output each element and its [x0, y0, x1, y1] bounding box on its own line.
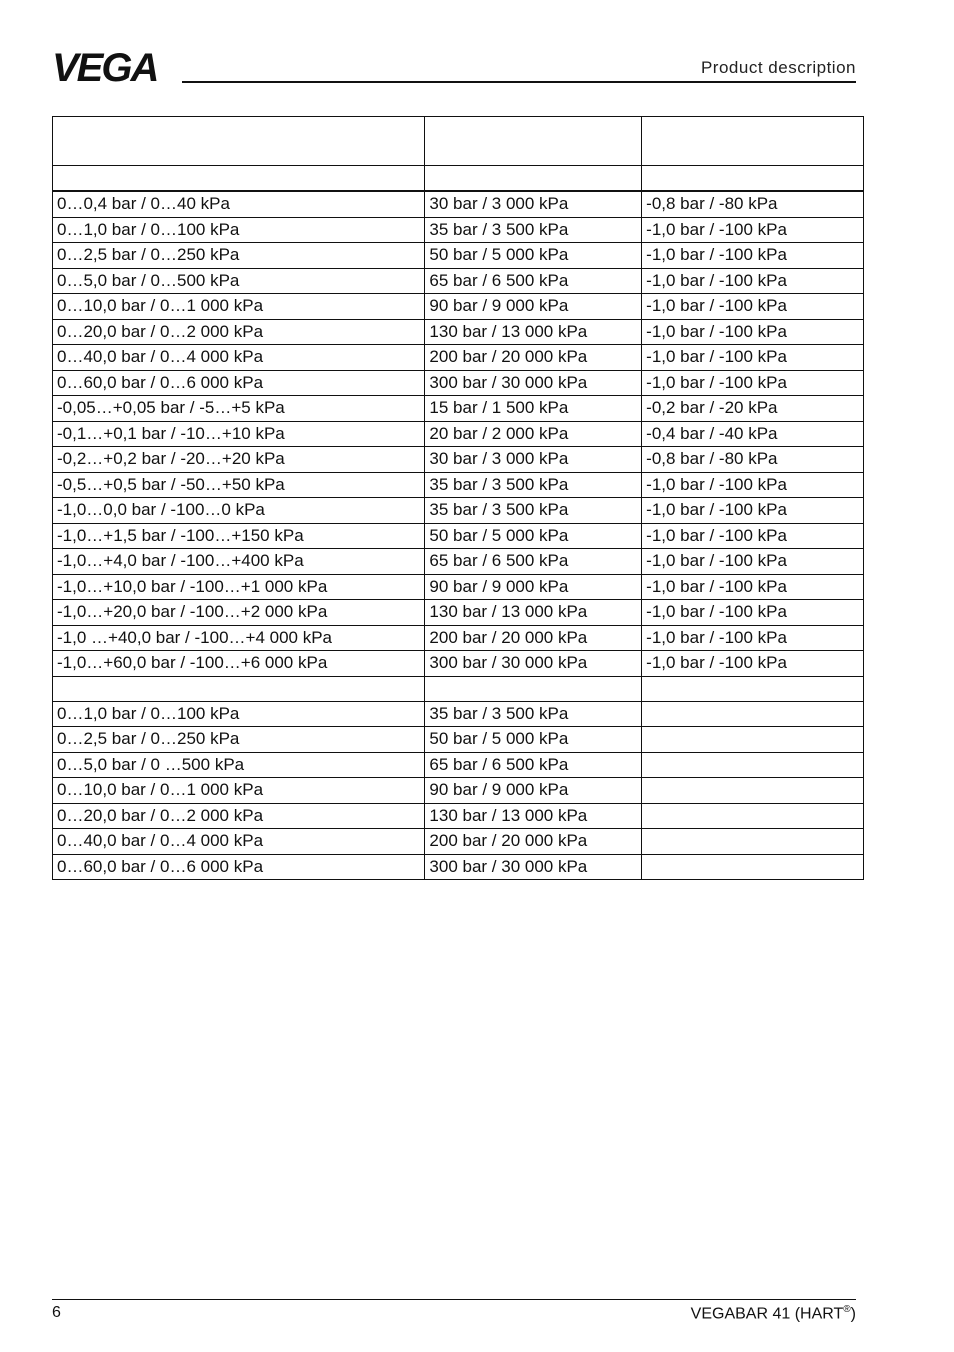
- table-row: [53, 727, 864, 753]
- table-row: [53, 574, 864, 600]
- vega-logo-text: VEGA: [52, 50, 158, 84]
- table-cell: 130 bar / 13 000 kPa: [425, 600, 642, 626]
- table-cell: 0…10,0 bar / 0…1 000 kPa: [53, 778, 425, 804]
- table-cell: -0,8 bar / -80 kPa: [642, 191, 864, 217]
- table-row: [53, 854, 864, 880]
- table-cell: -0,2 bar / -20 kPa: [642, 396, 864, 422]
- table-cell: -0,1…+0,1 bar / -10…+10 kPa: [53, 421, 425, 447]
- table-cell: 0…5,0 bar / 0…500 kPa: [53, 268, 425, 294]
- page-number: 6: [52, 1304, 61, 1321]
- table-row: [53, 752, 864, 778]
- table-cell: 0…0,4 bar / 0…40 kPa: [53, 191, 425, 217]
- table-cell: 90 bar / 9 000 kPa: [425, 778, 642, 804]
- table-row: [53, 498, 864, 524]
- table-cell: [642, 701, 864, 727]
- table-row: [53, 625, 864, 651]
- table-cell: 0…2,5 bar / 0…250 kPa: [53, 243, 425, 269]
- table-cell: 65 bar / 6 500 kPa: [425, 549, 642, 575]
- table-cell: [642, 854, 864, 880]
- table-cell: -0,05…+0,05 bar / -5…+5 kPa: [53, 396, 425, 422]
- table-cell: 90 bar / 9 000 kPa: [425, 574, 642, 600]
- table-cell: -1,0…+4,0 bar / -100…+400 kPa: [53, 549, 425, 575]
- table-row: [53, 778, 864, 804]
- table-cell: 0…20,0 bar / 0…2 000 kPa: [53, 803, 425, 829]
- document-name: [691, 1304, 856, 1323]
- table-cell: 300 bar / 30 000 kPa: [425, 651, 642, 677]
- table-cell: [642, 752, 864, 778]
- table-cell: 0…5,0 bar / 0 …500 kPa: [53, 752, 425, 778]
- table-cell: -1,0 bar / -100 kPa: [642, 294, 864, 320]
- subheader-cell: [642, 166, 864, 192]
- table-cell: -1,0 bar / -100 kPa: [642, 319, 864, 345]
- table-cell: 0…60,0 bar / 0…6 000 kPa: [53, 370, 425, 396]
- table-cell: 30 bar / 3 000 kPa: [425, 447, 642, 473]
- table-cell: -1,0 …+40,0 bar / -100…+4 000 kPa: [53, 625, 425, 651]
- table-row: [53, 345, 864, 371]
- table-cell: 35 bar / 3 500 kPa: [425, 498, 642, 524]
- table-cell: 30 bar / 3 000 kPa: [425, 191, 642, 217]
- table-row: [53, 447, 864, 473]
- subheader-cell: [425, 166, 642, 192]
- table-cell: 50 bar / 5 000 kPa: [425, 243, 642, 269]
- table-cell: [642, 778, 864, 804]
- separator-cell: [642, 676, 864, 701]
- table-row: [53, 319, 864, 345]
- header-cell: [53, 117, 425, 166]
- table-cell: -1,0 bar / -100 kPa: [642, 600, 864, 626]
- table-cell: -1,0…+10,0 bar / -100…+1 000 kPa: [53, 574, 425, 600]
- table-cell: 35 bar / 3 500 kPa: [425, 701, 642, 727]
- table-cell: 0…40,0 bar / 0…4 000 kPa: [53, 345, 425, 371]
- table-cell: 65 bar / 6 500 kPa: [425, 268, 642, 294]
- vega-logo: [52, 50, 172, 84]
- document-name-close: ): [850, 1305, 856, 1323]
- table-cell: 0…60,0 bar / 0…6 000 kPa: [53, 854, 425, 880]
- table-cell: 0…40,0 bar / 0…4 000 kPa: [53, 829, 425, 855]
- table-cell: 300 bar / 30 000 kPa: [425, 854, 642, 880]
- table-cell: 0…1,0 bar / 0…100 kPa: [53, 701, 425, 727]
- table-cell: [642, 803, 864, 829]
- table-cell: 0…1,0 bar / 0…100 kPa: [53, 217, 425, 243]
- table-row: [53, 523, 864, 549]
- table-cell: 130 bar / 13 000 kPa: [425, 319, 642, 345]
- table-cell: 90 bar / 9 000 kPa: [425, 294, 642, 320]
- table-cell: -1,0…+20,0 bar / -100…+2 000 kPa: [53, 600, 425, 626]
- table-cell: 0…10,0 bar / 0…1 000 kPa: [53, 294, 425, 320]
- document-name-text: VEGABAR 41 (HART: [690, 1305, 844, 1323]
- table-row: [53, 294, 864, 320]
- table-row: [53, 396, 864, 422]
- table-cell: 130 bar / 13 000 kPa: [425, 803, 642, 829]
- table-row: [53, 472, 864, 498]
- table-row: [53, 268, 864, 294]
- table-cell: 35 bar / 3 500 kPa: [425, 217, 642, 243]
- table-cell: 200 bar / 20 000 kPa: [425, 345, 642, 371]
- table-cell: -1,0 bar / -100 kPa: [642, 472, 864, 498]
- table-cell: 200 bar / 20 000 kPa: [425, 829, 642, 855]
- table-cell: -0,5…+0,5 bar / -50…+50 kPa: [53, 472, 425, 498]
- table-cell: [642, 727, 864, 753]
- table-body: [53, 117, 864, 880]
- table-cell: -0,8 bar / -80 kPa: [642, 447, 864, 473]
- table-cell: -0,4 bar / -40 kPa: [642, 421, 864, 447]
- table-cell: 200 bar / 20 000 kPa: [425, 625, 642, 651]
- table-cell: -1,0…+1,5 bar / -100…+150 kPa: [53, 523, 425, 549]
- table-cell: -1,0…0,0 bar / -100…0 kPa: [53, 498, 425, 524]
- table-cell: 50 bar / 5 000 kPa: [425, 523, 642, 549]
- separator-cell: [425, 676, 642, 701]
- header-cell: [642, 117, 864, 166]
- table-cell: -0,2…+0,2 bar / -20…+20 kPa: [53, 447, 425, 473]
- separator-cell: [53, 676, 425, 701]
- table-cell: -1,0 bar / -100 kPa: [642, 625, 864, 651]
- table-cell: -1,0 bar / -100 kPa: [642, 549, 864, 575]
- table-row: [53, 803, 864, 829]
- table-separator-row: [53, 676, 864, 701]
- table-cell: -1,0…+60,0 bar / -100…+6 000 kPa: [53, 651, 425, 677]
- table-cell: -1,0 bar / -100 kPa: [642, 370, 864, 396]
- table-cell: 15 bar / 1 500 kPa: [425, 396, 642, 422]
- table-header-row: [53, 117, 864, 166]
- table-cell: -1,0 bar / -100 kPa: [642, 523, 864, 549]
- table-cell: -1,0 bar / -100 kPa: [642, 345, 864, 371]
- table-subheader-row: [53, 166, 864, 192]
- table-cell: 0…20,0 bar / 0…2 000 kPa: [53, 319, 425, 345]
- section-title: Product description: [700, 58, 856, 77]
- registered-mark: ®: [843, 1304, 851, 1315]
- table-cell: -1,0 bar / -100 kPa: [642, 651, 864, 677]
- table-row: [53, 243, 864, 269]
- table-row: [53, 191, 864, 217]
- pressure-range-table: [52, 116, 864, 880]
- table-row: [53, 600, 864, 626]
- table-cell: 20 bar / 2 000 kPa: [425, 421, 642, 447]
- table-row: [53, 217, 864, 243]
- table-cell: 65 bar / 6 500 kPa: [425, 752, 642, 778]
- table-cell: -1,0 bar / -100 kPa: [642, 498, 864, 524]
- header-rule: [182, 81, 856, 83]
- table-cell: [642, 829, 864, 855]
- table-cell: 35 bar / 3 500 kPa: [425, 472, 642, 498]
- table-cell: -1,0 bar / -100 kPa: [642, 243, 864, 269]
- table-cell: 0…2,5 bar / 0…250 kPa: [53, 727, 425, 753]
- table-row: [53, 829, 864, 855]
- table-cell: 300 bar / 30 000 kPa: [425, 370, 642, 396]
- table-row: [53, 549, 864, 575]
- footer-rule: [52, 1299, 856, 1300]
- table-cell: -1,0 bar / -100 kPa: [642, 217, 864, 243]
- table-cell: 50 bar / 5 000 kPa: [425, 727, 642, 753]
- subheader-cell: [53, 166, 425, 192]
- table-cell: -1,0 bar / -100 kPa: [642, 268, 864, 294]
- header-cell: [425, 117, 642, 166]
- table-row: [53, 651, 864, 677]
- table-row: [53, 701, 864, 727]
- table-row: [53, 421, 864, 447]
- table-row: [53, 370, 864, 396]
- table-cell: -1,0 bar / -100 kPa: [642, 574, 864, 600]
